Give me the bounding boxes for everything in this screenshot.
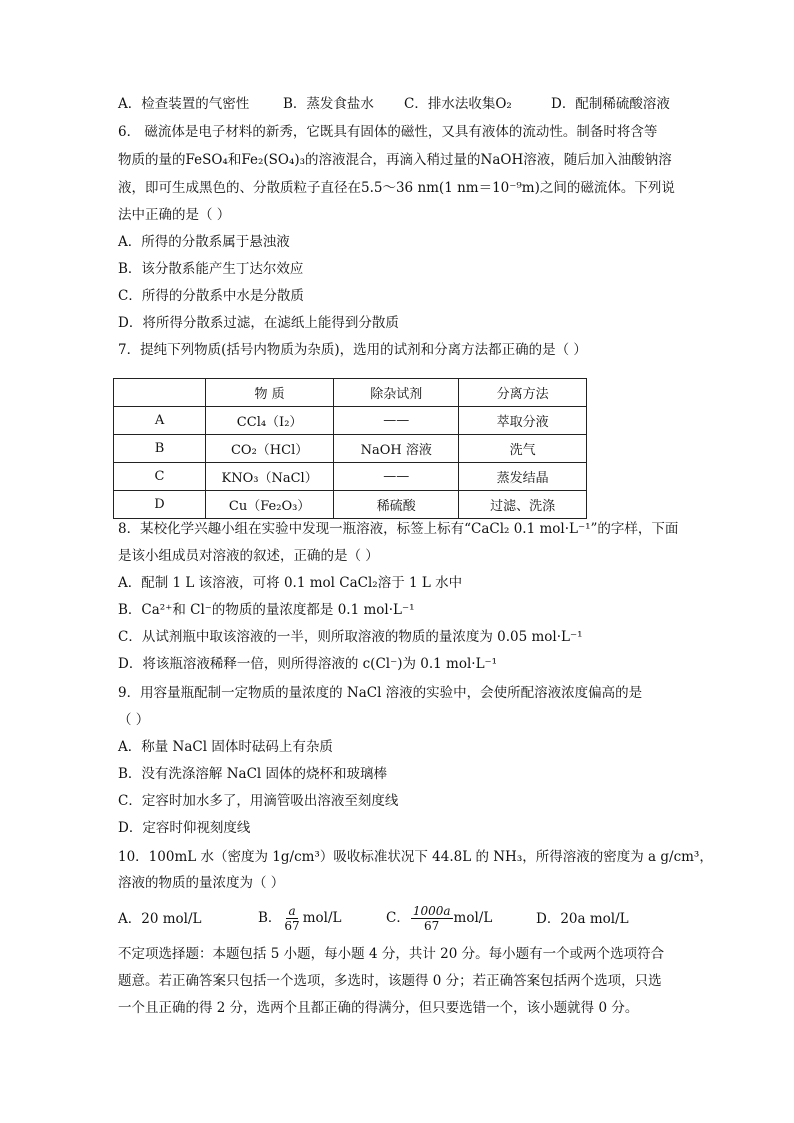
table-cell: CCl₄（I₂）: [206, 407, 334, 435]
table-cell: 萃取分液: [459, 407, 587, 435]
q10-option-b-prefix: B．: [258, 910, 282, 926]
q10-option-c-prefix: C．: [386, 910, 410, 926]
q10-option-b-unit: mol/L: [302, 910, 342, 926]
q10-option-d: D．20a mol/L: [536, 911, 629, 927]
q6-stem-line-2: 物质的量的FeSO₄和Fe₂(SO₄)₃的溶液混合，再滴入稍过量的NaOH溶液，随后加入油酸钠溶: [118, 152, 672, 168]
table-row: [114, 407, 587, 435]
q6-option-a: A．所得的分散系属于悬浊液: [118, 234, 290, 250]
instructions-line-3: 一个且正确的得 2 分，选两个且都正确的得满分，但只要选错一个，该小题就得 0 分。: [118, 1000, 639, 1016]
q5-option-b: B．蒸发食盐水: [283, 96, 374, 112]
table-cell: 蒸发结晶: [459, 463, 587, 491]
q6-stem-line-4: 法中正确的是（ ）: [118, 207, 231, 223]
instructions-line-1: 不定项选择题：本题包括 5 小题，每小题 4 分，共计 20 分。每小题有一个或两个选项符合: [118, 946, 665, 962]
fraction-numerator: 1000a: [412, 904, 451, 918]
q9-option-c: C．定容时加水多了，用滴管吸出溶液至刻度线: [118, 793, 399, 809]
q7-table: [113, 378, 587, 519]
q8-option-a: A．配制 1 L 该溶液，可将 0.1 mol CaCl₂溶于 1 L 水中: [118, 575, 463, 591]
table-header-cell: [114, 379, 206, 407]
q10-option-b-fraction: [282, 904, 301, 933]
table-cell: 过滤、洗涤: [459, 491, 587, 519]
table-cell: C: [114, 463, 206, 491]
q6-option-b: B．该分散系能产生丁达尔效应: [118, 261, 304, 277]
q9-option-d: D．定容时仰视刻度线: [118, 820, 251, 836]
q5-option-a: A．检查装置的气密性: [118, 96, 250, 112]
q10-option-a: A．20 mol/L: [118, 911, 202, 927]
table-cell: KNO₃（NaCl）: [206, 463, 334, 491]
table-row: [114, 435, 587, 463]
q9-option-a: A．称量 NaCl 固体时砝码上有杂质: [118, 739, 333, 755]
table-cell: D: [114, 491, 206, 519]
q6-stem-line-3: 液，即可生成黑色的、分散质粒子直径在5.5～36 nm(1 nm＝10⁻⁹m)之间的磁流体。下列说: [118, 180, 675, 196]
q10-option-c: [386, 904, 492, 933]
table-cell: CO₂（HCl）: [206, 435, 334, 463]
q8-stem-line-1: 8．某校化学兴趣小组在实验中发现一瓶溶液，标签上标有“CaCl₂ 0.1 mol·L⁻¹”的字样，下面: [118, 521, 679, 537]
q10-stem-line-2: 溶液的物质的量浓度为（ ）: [118, 875, 285, 891]
q8-option-d: D．将该瓶溶液稀释一倍，则所得溶液的 c(Cl⁻)为 0.1 mol·L⁻¹: [118, 656, 498, 672]
table-header-cell: 除杂试剂: [334, 379, 459, 407]
instructions-line-2: 题意。若正确答案只包括一个选项，多选时，该题得 0 分；若正确答案包括两个选项，只选: [118, 973, 662, 989]
table-cell: NaOH 溶液: [334, 435, 459, 463]
q6-option-c: C．所得的分散系中水是分散质: [118, 288, 304, 304]
q10-option-c-unit: mol/L: [453, 910, 493, 926]
fraction-denominator: 67: [284, 919, 300, 933]
table-cell: 稀硫酸: [334, 491, 459, 519]
table-header-cell: 分离方法: [459, 379, 587, 407]
q8-stem-line-2: 是该小组成员对溶液的叙述，正确的是（ ）: [118, 548, 379, 564]
q10-option-c-fraction: [411, 904, 453, 933]
q8-option-c: C．从试剂瓶中取该溶液的一半，则所取溶液的物质的量浓度为 0.05 mol·L⁻¹: [118, 629, 583, 645]
q10-option-b: [258, 904, 341, 933]
q10-stem-line-1: 10．100mL 水（密度为 1g/cm³）吸收标准状况下 44.8L 的 NH₃，所得溶液的密度为 a g/cm³，: [118, 849, 713, 865]
q7-stem: 7．提纯下列物质(括号内物质为杂质)，选用的试剂和分离方法都正确的是（ ）: [118, 342, 587, 358]
q6-stem-line-1: 6． 磁流体是电子材料的新秀，它既具有固体的磁性，又具有液体的流动性。制备时将含等: [118, 124, 658, 140]
q8-option-b: B．Ca²⁺和 Cl⁻的物质的量浓度都是 0.1 mol·L⁻¹: [118, 602, 415, 618]
q5-option-d: D．配制稀硫酸溶液: [551, 96, 670, 112]
table-cell: ——: [334, 407, 459, 435]
table-row: [114, 491, 587, 519]
table-cell: 洗气: [459, 435, 587, 463]
table-cell: A: [114, 407, 206, 435]
fraction-numerator: a: [288, 904, 296, 918]
q9-stem-line-2: （ ）: [118, 712, 150, 728]
q5-option-c: C．排水法收集O₂: [404, 96, 512, 112]
fraction-denominator: 67: [424, 919, 440, 933]
table-cell: Cu（Fe₂O₃）: [206, 491, 334, 519]
table-header-row: [114, 379, 587, 407]
table-cell: B: [114, 435, 206, 463]
q9-stem-line-1: 9．用容量瓶配制一定物质的量浓度的 NaCl 溶液的实验中，会使所配溶液浓度偏高的是: [118, 685, 643, 701]
table-cell: ——: [334, 463, 459, 491]
table-row: [114, 463, 587, 491]
q9-option-b: B．没有洗涤溶解 NaCl 固体的烧杯和玻璃棒: [118, 766, 388, 782]
q6-option-d: D．将所得分散系过滤，在滤纸上能得到分散质: [118, 315, 399, 331]
table-header-cell: 物 质: [206, 379, 334, 407]
